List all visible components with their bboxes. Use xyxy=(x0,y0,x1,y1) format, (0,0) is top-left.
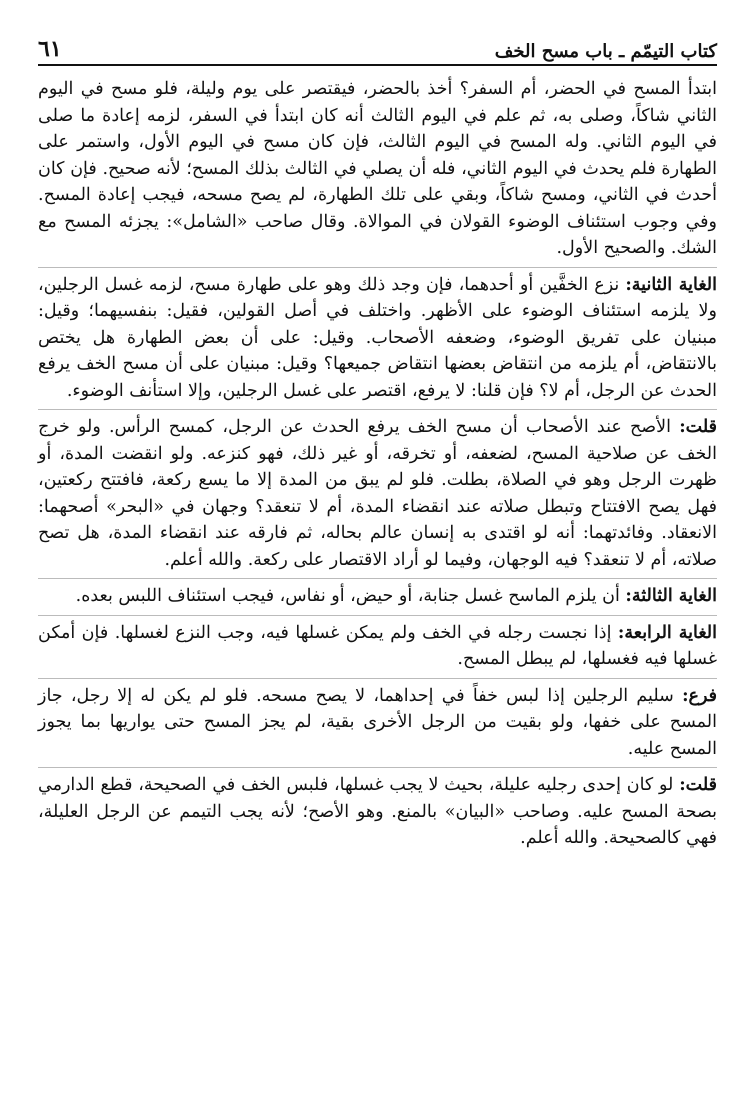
paragraph-text: أن يلزم الماسح غسل جنابة، أو حيض، أو نفاس، فيجب استئناف اللبس بعده. xyxy=(75,586,626,606)
paragraph-lead: الغاية الرابعة: xyxy=(617,622,717,643)
paragraph-text: لو كان إحدى رجليه عليلة، بحيث لا يجب غسلها، فلبس الخف في الصحيحة، قطع الدارمي بصحة المسح عليه. وصاحب «البيان» بالمنع. وهو الأصح؛ لأنه يجب التيمم عن الرجل العليلة، فهي كالصحيحة. والله أعلم. xyxy=(38,775,717,848)
page-header xyxy=(38,28,717,62)
paragraph xyxy=(38,76,717,262)
paragraph xyxy=(38,409,717,573)
paragraph-lead: الغاية الثالثة: xyxy=(625,586,717,606)
paragraph-text: الأصح عند الأصحاب أن مسح الخف يرفع الحدث عن الرجل، كمسح الرأس. ولو خرج الخف عن صلاحية المسح، لضعفه، أو تخرقه، أو غير ذلك، فهو كنزعه. ولو انقضت المدة، أو ظهرت الرجل وهو في الصلاة، بطلت. فلو لم يبق من المدة إلا ما يسع ركعة، فافتتح ركعتين، فهل يصح الافتتاح وتبطل صلاته عند انقضاء المدة، أم لا تنعقد؟ وجهان في «البحر» أصحهما: الانعقاد. وفائدتهما: أنه لو اقتدى به إنسان عالم بحاله، ثم فارقه عند انقضاء المدة، هل تصح صلاته، أم لا تنعقد؟ فيه الوجهان، وفيما لو أراد الاقتصار على ركعة. والله أعلم. xyxy=(38,417,717,570)
paragraph xyxy=(38,678,717,763)
paragraph xyxy=(38,615,717,673)
paragraph xyxy=(38,578,717,610)
paragraph-text: ابتدأ المسح في الحضر، أم السفر؟ أخذ بالحضر، فيقتصر على يوم وليلة، فلو مسح في اليوم الثاني شاكاً، وصلى به، ثم علم في اليوم الثالث أنه كان ابتدأ في السفر، لزمه إعادة ما صلى في اليوم الثاني. وله المسح في اليوم الثالث، فإن كان مسح في اليوم الأول، واستمر على الطهارة فلم يحدث في اليوم الثاني، فله أن يصلي في الثالث بذلك المسح؛ لأنه صحيح. فإن كان أحدث في الثاني، ومسح شاكاً، وبقي على تلك الطهارة، لم يصح مسحه، فيجب إعادة المسح. وفي وجوب استئناف الوضوء القولان في الموالاة. وقال صاحب «الشامل»: يجزئه المسح مع الشك. والصحيح الأول. xyxy=(38,79,717,258)
page-body xyxy=(38,76,717,857)
header-rule xyxy=(38,64,717,66)
paragraph-text: سليم الرجلين إذا لبس خفاً في إحداهما، لا يصح مسحه. فلو لم يكن له إلا رجل، جاز المسح على خفها، ولو بقيت من الرجل الأخرى بقية، لم يجز المسح حتى يواريها بما يجوز المسح عليه. xyxy=(38,685,717,759)
paragraph-lead: الغاية الثانية: xyxy=(625,274,717,295)
paragraph xyxy=(38,267,717,405)
paragraph xyxy=(38,767,717,852)
page-number: ٦١ xyxy=(38,36,62,62)
running-title: كتاب التيمّم ـ باب مسح الخف xyxy=(494,41,717,62)
paragraph-lead: فرع: xyxy=(682,685,717,706)
paragraph-lead: قلت: xyxy=(679,417,717,437)
paragraph-lead: قلت: xyxy=(679,775,717,795)
paragraph-text: نزع الخفَّين أو أحدهما، فإن وجد ذلك وهو على طهارة مسح، لزمه غسل الرجلين، ولا يلزمه استئناف الوضوء على الأظهر. واختلف في أصل القولين، فقيل: بنفسيهما؛ وقيل: مبنيان على تفريق الوضوء، وضعفه الأصحاب. وقيل: على أن بعض الطهارة هل يختص بالانتقاض، أم يلزمه من انتقاض بعضها انتقاض جميعها؟ وقيل: مبنيان على أن مسح الخف يرفع الحدث عن الرجل، أم لا؟ فإن قلنا: لا يرفع، اقتصر على غسل الرجلين، وإلا استأنف الوضوء. xyxy=(38,274,717,401)
paragraph-text: إذا نجست رجله في الخف ولم يمكن غسلها فيه، وجب النزع لغسلها. فإن أمكن غسلها فيه فغسلها، لم يبطل المسح. xyxy=(38,622,717,669)
